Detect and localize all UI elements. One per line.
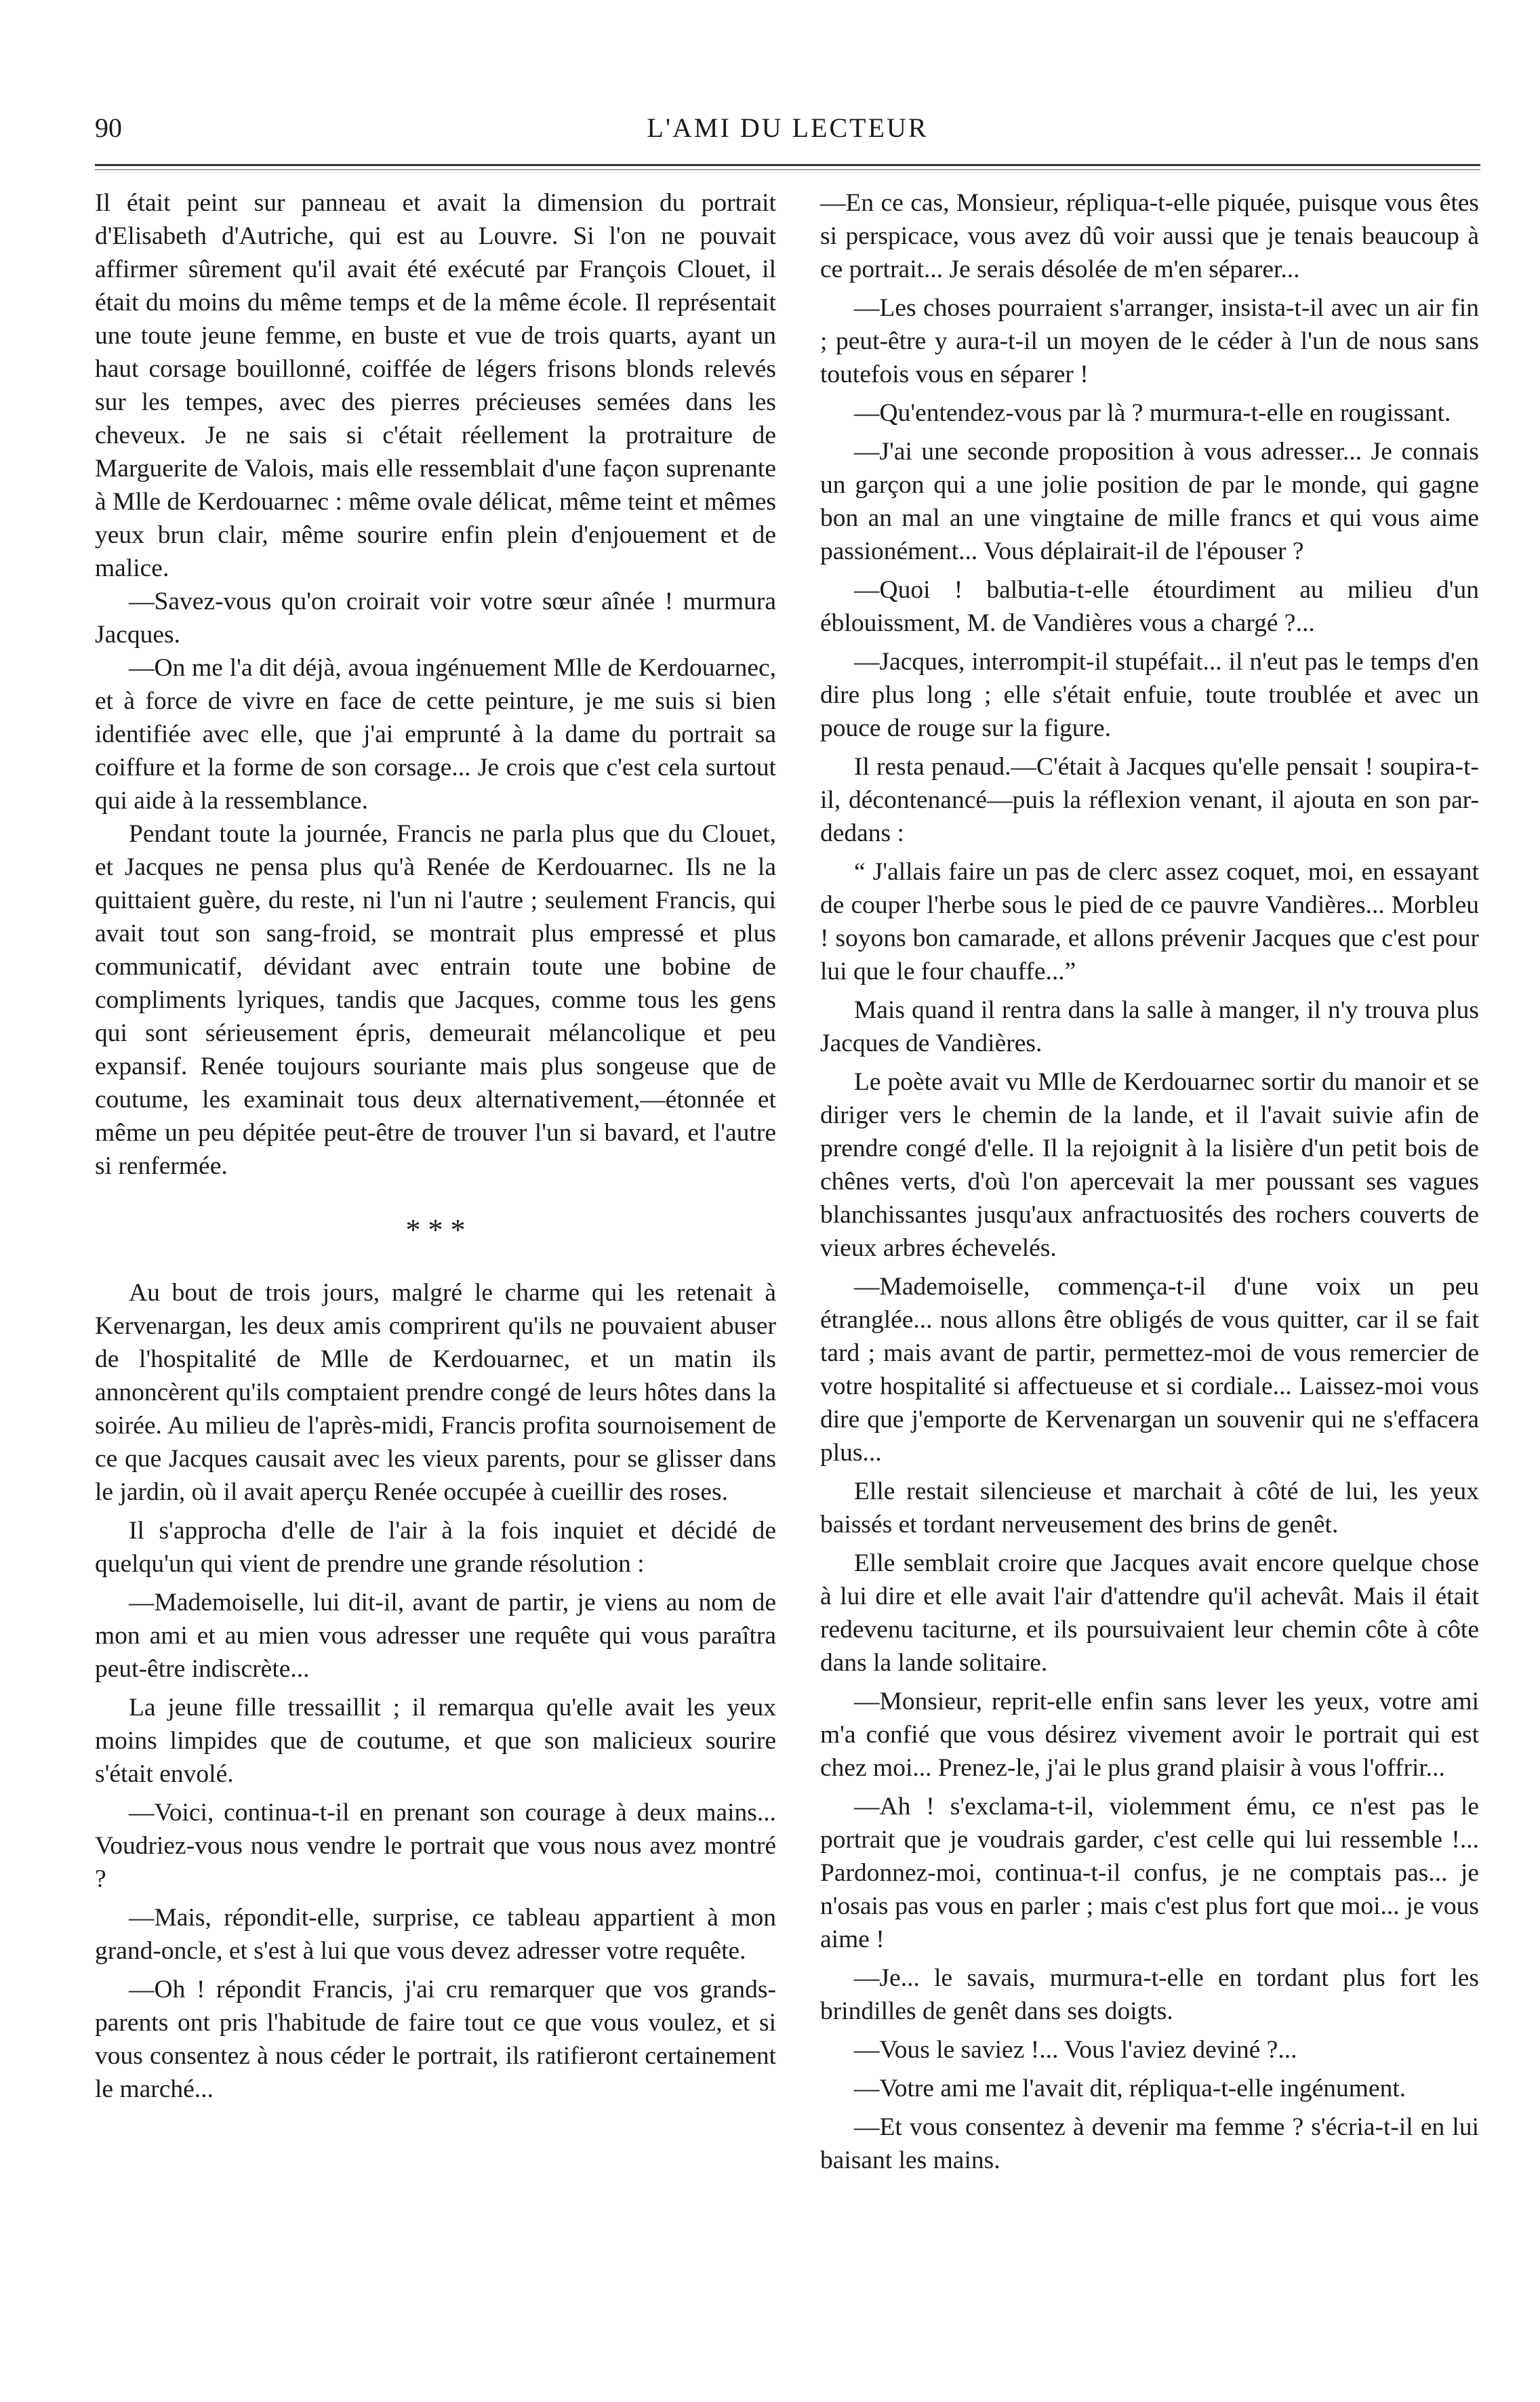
right-column <box>820 186 1479 2177</box>
paragraph: —Monsieur, reprit-elle enfin sans lever les yeux, votre ami m'a confié que vous désirez vivement avoir le portrait qui est chez moi... Prenez-le, j'ai le plus grand plaisir à vous l'offrir... <box>820 1688 1479 1782</box>
paragraph: —Qu'entendez-vous par là ? murmura-t-elle en rougissant. <box>854 399 1451 427</box>
running-title: L'AMI DU LECTEUR <box>647 113 929 143</box>
section-separator: * * * <box>405 1213 466 1246</box>
paragraph: “ J'allais faire un pas de clerc assez coquet, moi, en essayant de couper l'herbe sous le pied de ce pauvre Vandières... Morbleu ! soyons bon camarade, et allons prévenir Jacques que c'est pour lui que le four chauffe...” <box>820 858 1479 985</box>
paragraph: —En ce cas, Monsieur, répliqua-t-elle piquée, puisque vous êtes si perspicace, vous avez dû voir aussi que je tenais beaucoup à ce portrait... Je serais désolée de m'en séparer... <box>820 189 1479 283</box>
paragraph: Mais quand il rentra dans la salle à manger, il n'y trouva plus Jacques de Vandières. <box>820 996 1479 1057</box>
paragraph: —Savez-vous qu'on croirait voir votre sœur aînée ! murmura Jacques. <box>95 588 776 649</box>
paragraph: —Mais, répondit-elle, surprise, ce tableau appartient à mon grand-oncle, et s'est à lui que vous devez adresser votre requête. <box>95 1904 776 1965</box>
paragraph: Au bout de trois jours, malgré le charme qui les retenait à Kervenargan, les deux amis comprirent qu'ils ne pouvaient abuser de l'hospitalité de Mlle de Kerdouarnec, et un matin ils annoncèrent qu'ils comptaient prendre congé de leurs hôtes dans la soirée. Au milieu de l'après-midi, Francis profita sournoisement de ce que Jacques causait avec les vieux parents, pour se glisser dans le jardin, où il avait aperçu Renée occupée à cueillir des roses. <box>95 1279 776 1506</box>
paragraph: Il resta penaud.—C'était à Jacques qu'elle pensait ! soupira-t-il, décontenancé—puis la réflexion venant, il ajouta en son par-dedans : <box>820 753 1479 847</box>
paragraph: —Jacques, interrompit-il stupéfait... il n'eut pas le temps d'en dire plus long ; elle s'était enfuie, toute troublée et avec un pouce de rouge sur la figure. <box>820 648 1479 742</box>
paragraph: —Mademoiselle, lui dit-il, avant de partir, je viens au nom de mon ami et au mien vous adresser une requête qui vous paraîtra peut-être indiscrète... <box>95 1589 776 1683</box>
paragraph: —Votre ami me l'avait dit, répliqua-t-elle ingénument. <box>854 2075 1406 2102</box>
paragraph: —Quoi ! balbutia-t-elle étourdiment au milieu d'un éblouissment, M. de Vandières vous a chargé ?... <box>820 576 1479 637</box>
paragraph: —Vous le saviez !... Vous l'aviez deviné ?... <box>854 2036 1297 2064</box>
paragraph: —J'ai une seconde proposition à vous adresser... Je connais un garçon qui a une jolie position de par le monde, qui gagne bon an mal an une vingtaine de mille francs et qui vous aime passionément... Vous déplairait-il de l'épouser ? <box>820 438 1479 565</box>
header-rule <box>95 164 1480 166</box>
paragraph: —Mademoiselle, commença-t-il d'une voix un peu étranglée... nous allons être obligés de vous quitter, car il se fait tard ; mais avant de partir, permettez-moi de vous remercier de votre hospitalité si affectueuse et si cordiale... Laissez-moi vous dire que j'emporte de Kervenargan un souvenir qui ne s'effacera plus... <box>820 1273 1479 1467</box>
paragraph: Il s'approcha d'elle de l'air à la fois inquiet et décidé de quelqu'un qui vient de prendre une grande résolution : <box>95 1517 776 1578</box>
running-head <box>95 112 1480 152</box>
paragraph: Il était peint sur panneau et avait la dimension du portrait d'Elisabeth d'Autriche, qui est au Louvre. Si l'on ne pouvait affirmer sûrement qu'il avait été exécuté par François Clouet, il était du moins du même temps et de la même école. Il représentait une toute jeune femme, en buste et vue de trois quarts, ayant un haut corsage bouillonné, coiffée de légers frisons blonds relevés sur les tempes, avec des pierres précieuses semées dans les cheveux. Je ne sais si c'était réellement la protraiture de Marguerite de Valois, mais elle ressemblait d'une façon suprenante à Mlle de Kerdouarnec : même ovale délicat, même teint et mêmes yeux brun clair, même sourire enfin plein d'enjouement et de malice. <box>95 189 776 582</box>
left-column <box>95 186 776 2106</box>
paragraph: Le poète avait vu Mlle de Kerdouarnec sortir du manoir et se diriger vers le chemin de la lande, et il l'avait suivie afin de prendre congé d'elle. Il la rejoignit à la lisière d'un petit bois de chênes verts, d'où l'on apercevait la mer poussant ses vagues blanchissantes jusqu'aux anfractuosités des rochers couverts de vieux arbres échevelés. <box>820 1068 1479 1262</box>
paragraph: —Et vous consentez à devenir ma femme ? s'écria-t-il en lui baisant les mains. <box>820 2113 1479 2174</box>
header-rule-thin <box>95 169 1480 170</box>
paragraph: —Voici, continua-t-il en prenant son courage à deux mains... Voudriez-vous nous vendre le portrait que vous nous avez montré ? <box>95 1799 776 1893</box>
paragraph: Elle semblait croire que Jacques avait encore quelque chose à lui dire et elle avait l'air d'attendre qu'il achevât. Mais il était redevenu taciturne, et ils poursuivaient leur chemin côte à côte dans la lande solitaire. <box>820 1549 1479 1677</box>
paragraph: La jeune fille tressaillit ; il remarqua qu'elle avait les yeux moins limpides que de coutume, et que son malicieux sourire s'était envolé. <box>95 1694 776 1788</box>
paragraph: —On me l'a dit déjà, avoua ingénuement Mlle de Kerdouarnec, et à force de vivre en face de cette peinture, je me suis si bien identifiée avec elle, que j'ai emprunté à la dame du portrait sa coiffure et la forme de son corsage... Je crois que c'est cela surtout qui aide à la ressemblance. <box>95 654 776 815</box>
page-number: 90 <box>95 113 122 143</box>
paragraph: —Ah ! s'exclama-t-il, violemment ému, ce n'est pas le portrait que je voudrais garder, c'est celle qui lui ressemble !... Pardonnez-moi, continua-t-il confus, je ne comptais pas... je n'osais pas vous en parler ; mais c'est plus fort que moi... je vous aime ! <box>820 1793 1479 1953</box>
paragraph: Elle restait silencieuse et marchait à côté de lui, les yeux baissés et tordant nerveusement des brins de genêt. <box>820 1478 1479 1539</box>
paragraph: —Je... le savais, murmura-t-elle en tordant plus fort les brindilles de genêt dans ses doigts. <box>820 1964 1479 2025</box>
paragraph: Pendant toute la journée, Francis ne parla plus que du Clouet, et Jacques ne pensa plus qu'à Renée de Kerdouarnec. Ils ne la quittaient guère, du reste, ni l'un ni l'autre ; seulement Francis, qui avait tout son sang-froid, se montrait plus empressé et plus communicatif, dévidant avec entrain toute une bobine de compliments lyriques, tandis que Jacques, comme tous les gens qui sont sérieusement épris, demeurait mélancolique et peu expansif. Renée toujours souriante mais plus songeuse que de coutume, les examinait tous deux alternativement,—étonnée et même un peu dépitée peut-être de trouver l'un si bavard, et l'autre si renfermée. <box>95 820 776 1180</box>
paragraph: —Oh ! répondit Francis, j'ai cru remarquer que vos grands-parents ont pris l'habitude de faire tout ce que vous voulez, et si vous consentez à nous céder le portrait, ils ratifieront certainement le marché... <box>95 1976 776 2103</box>
paragraph: —Les choses pourraient s'arranger, insista-t-il avec un air fin ; peut-être y aura-t-il un moyen de le céder à l'un de nous sans toutefois vous en séparer ! <box>820 294 1479 388</box>
